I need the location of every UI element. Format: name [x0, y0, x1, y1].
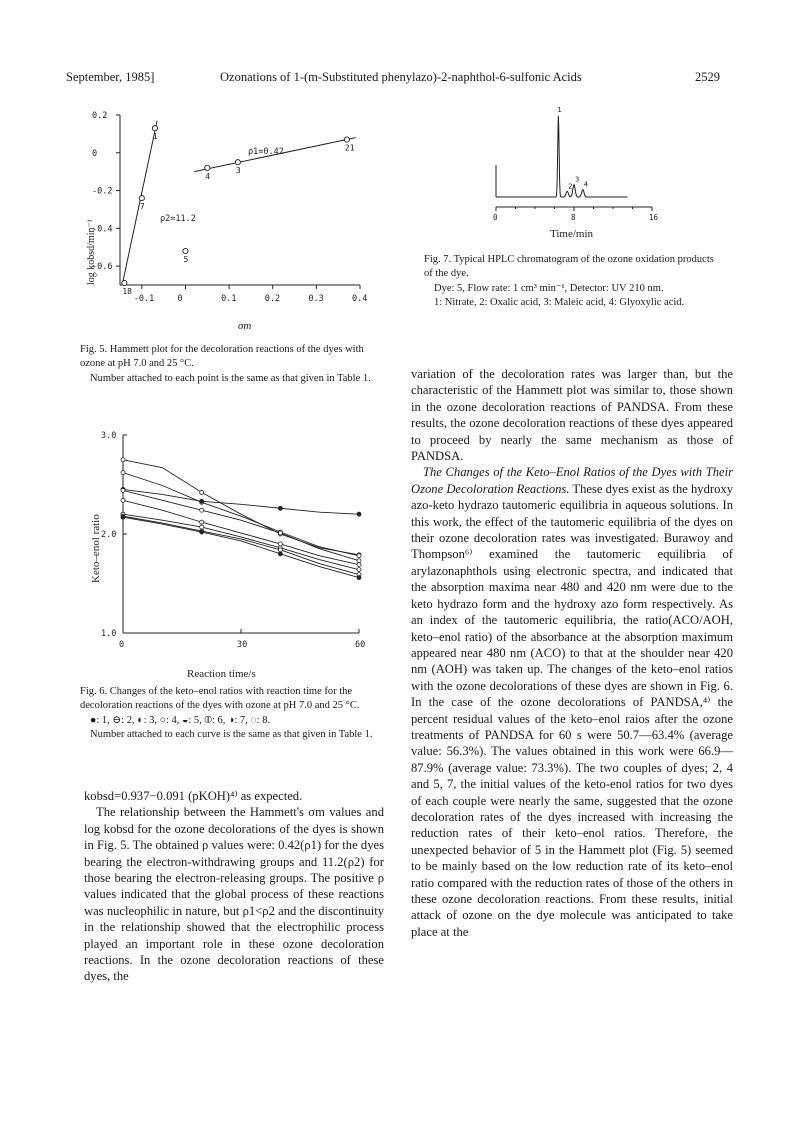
fig5-point-label: 7	[139, 202, 145, 212]
fig5-x-tick-label: -0.1	[133, 294, 155, 304]
fig6-y-tick-label: 1.0	[101, 629, 117, 639]
fig5-x-tick-label: 0.1	[221, 294, 237, 304]
fig5-svg	[80, 100, 380, 340]
fig7-chromatogram	[480, 105, 680, 240]
fig6-data-point	[278, 552, 282, 556]
fig6-series-line	[123, 516, 359, 574]
fig5-data-point	[344, 137, 349, 142]
left-paragraph-1: kobsd=0.937−0.091 (pKOH)⁴⁾ as expected.	[84, 789, 303, 803]
fig5-x-tick-label: 0.2	[264, 294, 281, 304]
fig5-x-tick-label: 0	[177, 294, 183, 304]
fig5-data-point	[139, 196, 144, 201]
fig5-y-tick-label: 0.2	[92, 111, 108, 121]
fig6-caption-block	[80, 685, 383, 742]
fig6-svg	[80, 425, 380, 685]
fig6-legend-line: ●: 1, ⊖: 2, ◐: 3, ○: 4, ◒: 5, ⦶: 6, ◑: 7, ◌: 8.	[90, 714, 271, 726]
fig6-caption-title: Fig. 6.	[80, 686, 108, 697]
fig6-data-point	[200, 490, 204, 494]
fig6-data-point	[200, 520, 204, 524]
fig5-y-tick-label: -0.6	[92, 262, 113, 273]
fig7-caption-text: Typical HPLC chromatogram of the ozone oxidation products of the dye.	[424, 254, 714, 280]
fig6-data-point	[357, 568, 361, 572]
fig6-caption-note: Number attached to each curve is the same as that given in Table 1.	[90, 728, 373, 740]
fig6-keto-enol-plot	[80, 425, 380, 685]
fig6-data-point	[121, 471, 125, 475]
fig7-x-tick-label: 16	[649, 213, 659, 222]
left-paragraph-2: The relationship between the Hammett's σm values and log kobsd for the ozone decolorations of the dyes is shown in Fig. 5. The obtained ρ values were: 0.42(ρ1) for the dyes bearing the electron-withdrawing groups and 11.2(ρ2) for those bearing the electron-releasing groups. The positive ρ values indicated that the global process of these reactions was nucleophilic in nature, but ρ1<ρ2 and the discontinuity in the relationship showed that the electrophilic process played an important role in these ozone decoloration reactions. In the ozone decoloration reactions of these dyes, the	[84, 805, 384, 984]
fig5-point-label: 3	[235, 166, 241, 176]
fig5-y-tick-label: -0.2	[92, 186, 113, 197]
fig5-hammett-plot	[80, 100, 380, 340]
fig6-data-point	[200, 530, 204, 534]
fig6-x-tick-label: 30	[237, 640, 248, 650]
fig6-series-line	[123, 500, 359, 564]
fig5-x-tick-label: 0.3	[308, 294, 324, 304]
fig6-data-point	[357, 576, 361, 580]
fig5-caption-title: Fig. 5.	[80, 344, 108, 355]
fig5-rho1-label: ρ1=0.42	[248, 147, 284, 157]
fig6-data-point	[278, 542, 282, 546]
fig6-data-point	[121, 515, 125, 519]
fig6-y-tick-label: 2.0	[101, 530, 117, 540]
fig6-data-point	[357, 512, 361, 516]
fig7-svg	[480, 105, 680, 240]
fig7-caption-title: Fig. 7.	[424, 254, 452, 265]
fig6-x-tick-label: 60	[355, 640, 366, 650]
fig7-peak-label: 3	[575, 175, 580, 184]
fig5-caption-text: Hammett plot for the decoloration reactions of the dyes with ozone at pH 7.0 and 25 °C.	[80, 344, 364, 370]
fig6-data-point	[357, 563, 361, 567]
fig7-x-tick-label: 8	[571, 213, 576, 222]
fig6-data-point	[278, 506, 282, 510]
fig6-data-point	[200, 499, 204, 503]
section-heading: The Changes of the Keto–Enol Ratios of the Dyes with Their Ozone Decoloration Reactions.	[411, 465, 733, 496]
running-header-title: Ozonations of 1-(m-Substituted phenylazo)-2-naphthol-6-sulfonic Acids	[220, 70, 582, 84]
fig7-conditions: Dye: 5, Flow rate: 1 cm³ min⁻¹, Detector: UV 210 nm.	[434, 282, 664, 294]
fig6-caption-text: Changes of the keto–enol ratios with reaction time for the decoloration reactions of the dyes with ozone at pH 7.0 and 25 °C.	[80, 686, 360, 712]
right-paragraph-1: variation of the decoloration rates was larger than, but the characteristic of the Hammett plot was similar to, those shown in the ozone decoloration reactions of PANDSA. From these results, the ozone decoloration reactions of these dyes appeared to proceed by nearly the same mechanism as those of PANDSA.	[411, 367, 733, 464]
fig6-data-point	[121, 458, 125, 462]
fig6-x-label: Reaction time/s	[187, 668, 256, 680]
fig5-point-label: 4	[205, 171, 211, 181]
fig7-peak-assignments: 1: Nitrate, 2: Oxalic acid, 3: Maleic acid, 4: Glyoxylic acid.	[434, 296, 685, 308]
fig5-point-label: 5	[183, 255, 189, 264]
fig6-data-point	[278, 548, 282, 552]
fig7-chromatogram-trace	[496, 116, 628, 197]
fig6-data-point	[357, 559, 361, 563]
fig7-peak-label: 2	[568, 182, 573, 191]
fig6-y-tick-label: 3.0	[101, 431, 117, 441]
fig5-point-label: 21	[344, 143, 355, 153]
fig7-peak-label: 1	[557, 106, 562, 114]
fig6-series-line	[123, 489, 359, 514]
fig7-x-label: Time/min	[550, 228, 593, 240]
fig6-data-point	[121, 498, 125, 502]
fig6-x-tick-label: 0	[119, 640, 125, 650]
fig5-data-point	[152, 126, 157, 131]
fig6-series-line	[123, 490, 359, 560]
fig6-data-point	[121, 488, 125, 492]
fig6-data-point	[200, 508, 204, 512]
fig5-caption-block	[80, 343, 383, 386]
fig5-y-tick-label: 0	[92, 148, 98, 159]
fig5-point-label: 1	[152, 132, 158, 142]
fig5-y-tick-label: -0.4	[92, 224, 113, 235]
fig5-data-point	[205, 165, 210, 170]
fig6-data-point	[200, 525, 204, 529]
fig6-data-point	[278, 531, 282, 535]
fig7-x-tick-label: 0	[493, 213, 498, 222]
fig7-peak-label: 4	[583, 180, 588, 189]
fig7-caption-block	[424, 253, 722, 310]
fig5-rho2-label: ρ2=11.2	[160, 214, 196, 224]
fig5-caption-note: Number attached to each point is the same as that given in Table 1.	[90, 372, 371, 384]
fig5-data-point	[122, 281, 127, 286]
right-text-column	[411, 366, 733, 940]
right-paragraph-2: These dyes exist as the hydroxy azo-keto hydrazo tautomeric equilibria in aqueous solutions. In this work, the effect of the tautomeric equilibria of the dyes on their ozone decoloration rates was investigated. Burawoy and Thompson⁶⁾ examined the tautomeric equilibria of arylazonaphthols using electronic spectra, and indicated that the absorption maxima near 480 and 420 nm were due to the keto hydrazo form and the hydroxy azo form respectively. As an index of the tautomeric equilibria, the ratio(ACO/AOH, keto–enol ratio) of the absorbance at the absorption maximum appeared near 480 nm (ACO) to that at the shoulder near 420 nm (AOH) was taken up. The changes of the keto–enol ratios with the ozone decolorations of these dyes are shown in Fig. 6. In the case of the ozone decolorations of PANDSA,⁴⁾ the percent residual values of the keto–enol raios after the ozone treatments of PANDSA for 60 s were 50.7—63.4% (average value: 56.3%). The values obtained in this work were 66.9—87.9% (average value: 73.3%). The two couples of dyes; 2, 4 and 5, 7, the initial values of the keto-enol ratios for two dyes of each couple were nearly the same, suggested that the ozone decoloration rates of the dyes increased with increasing the reduction rates of their keto–enol ratios. Therefore, the unexpected behavior of 5 in the Hammett plot (Fig. 5) seemed to be mainly based on the low reduction rate of its keto–enol ratio compared with the reduction rates of those of the others in these ozone decoloration reactions. From these results, initial attack of ozone on the dye molecule was anticipated to take place at the	[411, 481, 733, 939]
running-header-date: September, 1985]	[66, 70, 155, 84]
page-number: 2529	[695, 70, 720, 84]
fig5-data-point	[235, 160, 240, 165]
left-text-column	[84, 788, 384, 985]
fig5-x-tick-label: 0.4	[352, 294, 368, 304]
fig6-data-point	[357, 554, 361, 558]
fig6-y-label: Keto–enol ratio	[90, 514, 102, 583]
fig5-y-label: log kobsd/min⁻¹	[86, 219, 97, 285]
fig5-x-label: σm	[238, 320, 252, 332]
fig5-point-label: 18	[122, 287, 133, 297]
fig5-data-point	[183, 248, 188, 253]
